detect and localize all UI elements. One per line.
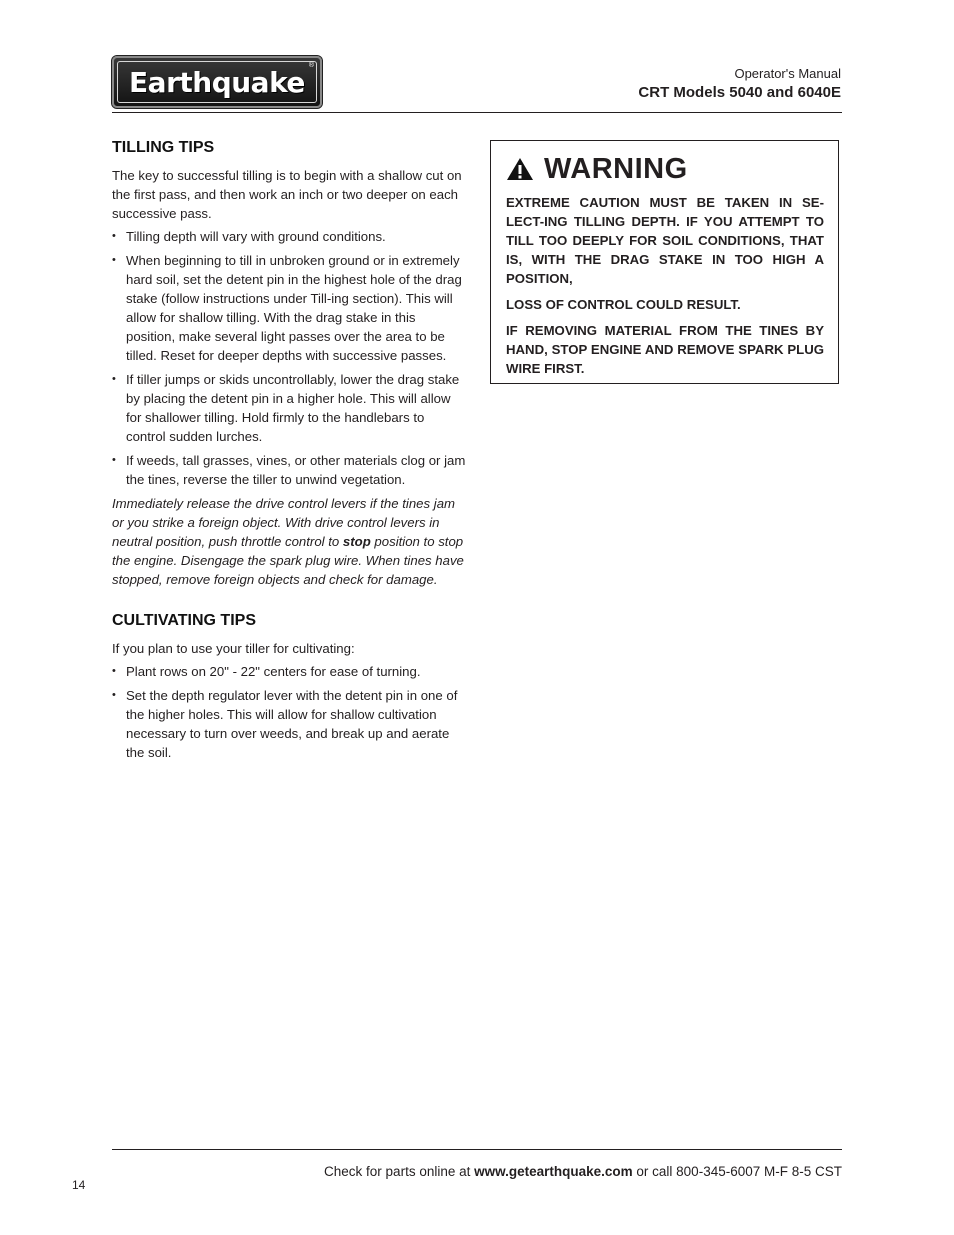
warning-paragraph: IF REMOVING MATERIAL FROM THE TINES BY HAND, STOP ENGINE AND REMOVE SPARK PLUG WIRE FIRST. <box>506 323 824 376</box>
tilling-list <box>112 227 467 489</box>
warning-box <box>490 140 839 384</box>
warning-triangle-icon <box>506 157 534 181</box>
list-item: • Plant rows on 20" - 22" centers for ease of turning. <box>112 662 467 681</box>
manual-label: Operator's Manual <box>734 66 841 81</box>
footer-text-before: Check for parts online at <box>324 1164 475 1179</box>
footer-text-after: or call 800-345-6007 M-F 8-5 CST <box>632 1164 842 1179</box>
cultivating-intro: If you plan to use your tiller for cultivating: <box>112 641 355 656</box>
footer-text <box>324 1164 842 1179</box>
footer-rule <box>112 1149 842 1150</box>
list-item: • If weeds, tall grasses, vines, or other materials clog or jam the tines, reverse the tiller to unwind vegetation. <box>112 451 467 489</box>
left-column <box>112 138 467 767</box>
warning-title: WARNING <box>544 153 688 185</box>
logo-text: Earthquake <box>129 65 305 99</box>
safety-note <box>112 494 467 589</box>
safety-note-part2: position to stop the engine. Disengage the spark plug wire. When tines have stopped, remove foreign objects and check for damage. <box>112 534 464 587</box>
tilling-heading: TILLING TIPS <box>112 139 215 156</box>
list-item: • Tilling depth will vary with ground conditions. <box>112 227 467 246</box>
logo-registered-mark: ® <box>308 62 314 69</box>
cultivating-heading: CULTIVATING TIPS <box>112 612 256 629</box>
warning-paragraph: LOSS OF CONTROL COULD RESULT. <box>506 297 741 312</box>
header-right <box>638 65 841 103</box>
tilling-intro: The key to successful tilling is to begin with a shallow cut on the first pass, and then work an inch or two deeper on each successive pass. <box>112 168 462 221</box>
warning-header <box>506 153 824 185</box>
earthquake-logo <box>112 56 322 108</box>
header-rule <box>112 112 842 113</box>
footer-url-link[interactable]: www.getearthquake.com <box>474 1164 633 1179</box>
cultivating-list <box>112 662 467 762</box>
warning-paragraph: EXTREME CAUTION MUST BE TAKEN IN SE-LECT-ING TILLING DEPTH. IF YOU ATTEMPT TO TILL TOO DEEPLY FOR SOIL CONDITIONS, THAT IS, WITH THE DRAG STAKE IN TOO HIGH A POSITION, <box>506 195 824 286</box>
page-number: 14 <box>72 1178 86 1192</box>
list-item: • When beginning to till in unbroken ground or in extremely hard soil, set the detent pin in the highest hole of the drag stake (follow instructions under Till-ing section). This will allow for shallow tilling. With the drag stake in this position, make several light passes over the area to be tilled. Reset for deeper depths with successive passes. <box>112 251 467 365</box>
list-item: • Set the depth regulator lever with the detent pin in one of the higher holes. This will allow for shallow cultivation necessary to turn over weeds, and break up and aerate the soil. <box>112 686 467 762</box>
models-title: CRT Models 5040 and 6040E <box>638 84 841 101</box>
safety-note-bold: stop <box>342 534 371 549</box>
list-item: • If tiller jumps or skids uncontrollably, lower the drag stake by placing the detent pin in a higher hole. This will allow for shallower tilling. Hold firmly to the handlebars to control sudden lurches. <box>112 370 467 446</box>
safety-note-part1: Immediately release the drive control levers if the tines jam or you strike a foreign object. With drive control levers in neutral position, push throttle control to <box>112 496 456 549</box>
